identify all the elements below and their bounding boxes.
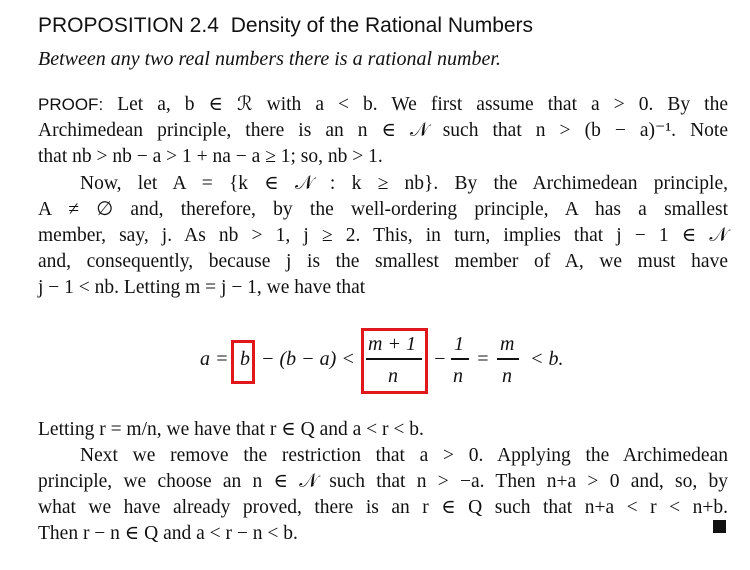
proof-line-1: PROOF: Let a, b ∈ ℛ with a < b. We first assume that a > 0. By the [38, 94, 728, 115]
proposition-title: Density of the Rational Numbers [230, 14, 534, 37]
fraction-3-bar [497, 358, 519, 360]
proof-line-3: that nb > nb − a > 1 + na − a ≥ 1; so, nb > 1. [38, 146, 383, 167]
proposition-label: PROPOSITION 2.4 [38, 14, 219, 37]
proof-line-8: j − 1 < nb. Letting m = j − 1, we have that [38, 277, 366, 298]
fraction-2-denominator: n [453, 365, 463, 387]
fraction-2-bar [451, 358, 469, 360]
fraction-3-numerator: m [500, 333, 515, 355]
equation-equals: = [476, 348, 490, 370]
proof-line-11: principle, we choose an n ∈ 𝒩 such that n > −a. Then n+a > 0 and, so, by [38, 471, 728, 492]
qed-square-icon [713, 520, 726, 533]
equation-middle: − (b − a) < [261, 348, 355, 370]
proof-paragraph-1 [38, 92, 728, 170]
equation-lhs: a = [200, 348, 229, 370]
highlight-box-b [231, 340, 255, 384]
inequality-equation [0, 328, 750, 398]
fraction-3-denominator: n [502, 365, 512, 387]
proof-line-9: Letting r = m/n, we have that r ∈ Q and a < r < b. [38, 419, 424, 440]
proof-line-4: Now, let A = {k ∈ 𝒩 : k ≥ nb}. By the Archimedean principle, [80, 173, 728, 194]
proposition-statement: Between any two real numbers there is a rational number. [38, 48, 501, 70]
proof-paragraph-2 [38, 171, 728, 301]
equation-boxed-b: b [240, 348, 250, 370]
proof-line-13: Then r − n ∈ Q and a < r − n < b. [38, 523, 298, 544]
proof-line-2: Archimedean principle, there is an n ∈ 𝒩 such that n > (b − a)⁻¹. Note [38, 120, 728, 141]
equation-tail: < b. [530, 348, 564, 370]
proof-line-10: Next we remove the restriction that a > 0. Applying the Archimedean [80, 445, 728, 466]
fraction-1-numerator: m + 1 [368, 333, 416, 355]
proposition-heading [38, 14, 533, 38]
proof-line-12: what we have already proved, there is an r ∈ Q such that n+a < r < n+b. [38, 497, 728, 518]
proof-line-7: and, consequently, because j is the smallest member of A, we must have [38, 251, 728, 272]
proof-line-6: member, say, j. As nb > 1, j ≥ 2. This, in turn, implies that j − 1 ∈ 𝒩 [38, 225, 728, 246]
highlight-box-fraction [361, 328, 428, 394]
equation-minus: − [433, 348, 447, 370]
proof-paragraph-3 [38, 417, 728, 547]
fraction-1-denominator: n [388, 365, 398, 387]
proof-label: PROOF: [38, 95, 104, 114]
fraction-2-numerator: 1 [454, 333, 464, 355]
proof-line-5: A ≠ ∅ and, therefore, by the well-ordering principle, A has a smallest [38, 199, 728, 220]
